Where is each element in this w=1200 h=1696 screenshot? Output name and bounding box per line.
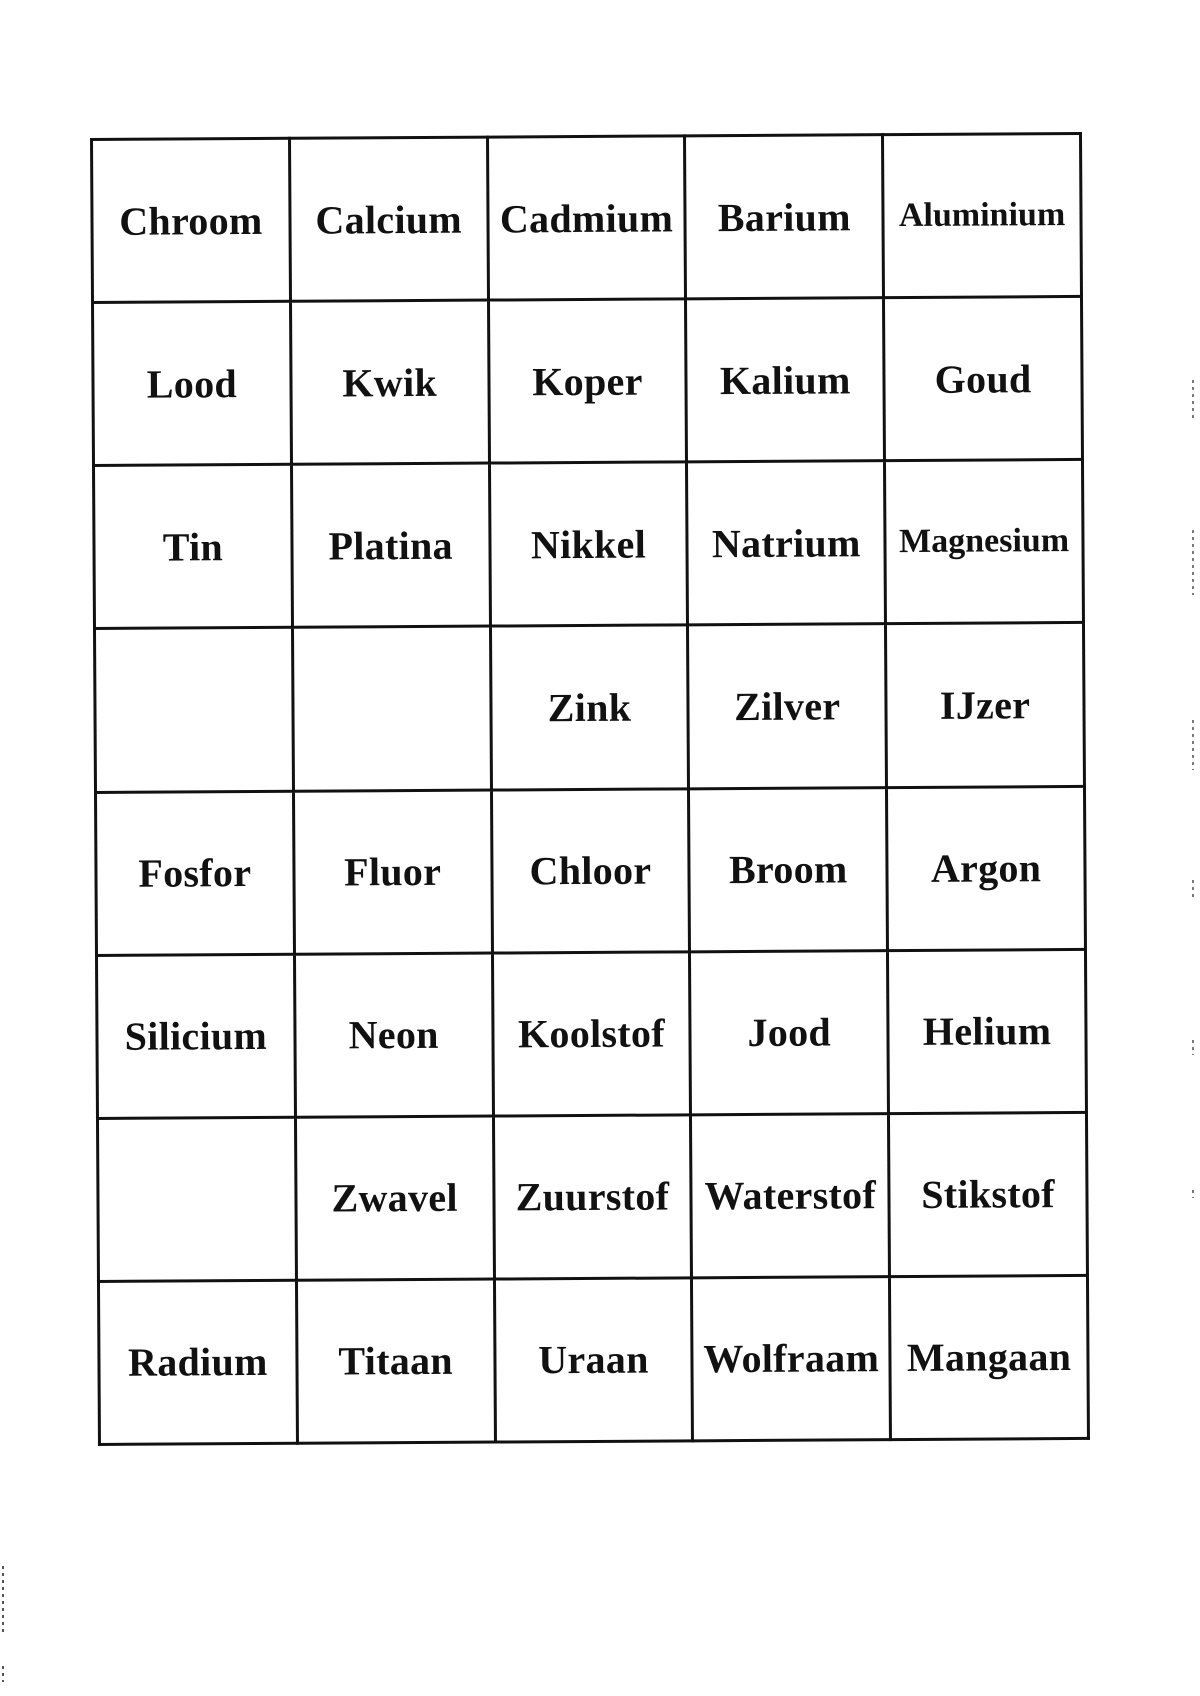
table-cell: Chloor <box>491 788 690 952</box>
table-cell: Silicium <box>96 954 295 1118</box>
table-row <box>96 949 1086 1118</box>
table-cell: Platina <box>291 463 490 627</box>
table-cell: Titaan <box>296 1279 495 1443</box>
scan-mark <box>1192 880 1194 900</box>
table-row <box>98 1275 1088 1444</box>
table-cell: Zilver <box>688 624 887 788</box>
scan-mark <box>1192 1190 1194 1198</box>
table-cell: Koolstof <box>492 951 691 1115</box>
table-cell: Tin <box>94 465 293 629</box>
table-row <box>93 297 1083 466</box>
table-cell: Waterstof <box>691 1113 890 1277</box>
scan-mark <box>1192 530 1194 595</box>
table-cell: Koper <box>488 299 687 463</box>
table-row <box>92 133 1082 302</box>
table-cell: Neon <box>294 953 493 1117</box>
table-cell: Zink <box>490 625 689 789</box>
table-cell: Radium <box>98 1280 297 1444</box>
scan-mark <box>1192 1040 1194 1055</box>
table-cell: Kwik <box>290 300 489 464</box>
table-cell: Argon <box>887 786 1086 950</box>
table-row <box>94 623 1084 792</box>
element-table <box>90 132 1090 1446</box>
table-cell: Cadmium <box>487 136 686 300</box>
table-cell-empty <box>292 626 491 790</box>
table-cell: Fosfor <box>95 791 294 955</box>
table-row <box>95 786 1085 955</box>
table-cell: IJzer <box>886 623 1085 787</box>
table-cell: Aluminium <box>883 133 1082 297</box>
table-cell-empty <box>97 1117 296 1281</box>
table-cell: Calcium <box>289 137 488 301</box>
scan-mark <box>2 1566 4 1636</box>
table-cell: Jood <box>690 950 889 1114</box>
table-cell: Uraan <box>494 1278 693 1442</box>
table-cell: Barium <box>685 135 884 299</box>
table-cell: Stikstof <box>889 1112 1088 1276</box>
table-cell-empty <box>94 628 293 792</box>
scan-mark <box>2 1666 4 1682</box>
table-cell: Chroom <box>92 138 291 302</box>
table-cell: Natrium <box>687 461 886 625</box>
element-grid <box>90 132 1090 1446</box>
table-cell: Wolfraam <box>692 1277 891 1441</box>
table-cell: Mangaan <box>890 1275 1089 1439</box>
table-cell: Kalium <box>686 298 885 462</box>
scan-edge-marks-left <box>0 1556 20 1696</box>
table-cell: Lood <box>93 301 292 465</box>
table-cell: Goud <box>884 297 1083 461</box>
scan-mark <box>1192 380 1194 420</box>
table-cell: Zuurstof <box>493 1115 692 1279</box>
table-cell: Broom <box>689 787 888 951</box>
scan-edge-marks <box>1180 0 1200 1696</box>
table-cell: Fluor <box>293 790 492 954</box>
table-row <box>97 1112 1087 1281</box>
table-cell: Magnesium <box>885 460 1084 624</box>
table-cell: Helium <box>888 949 1087 1113</box>
scan-mark <box>1192 720 1194 770</box>
table-cell: Nikkel <box>489 462 688 626</box>
table-row <box>94 460 1084 629</box>
table-cell: Zwavel <box>295 1116 494 1280</box>
